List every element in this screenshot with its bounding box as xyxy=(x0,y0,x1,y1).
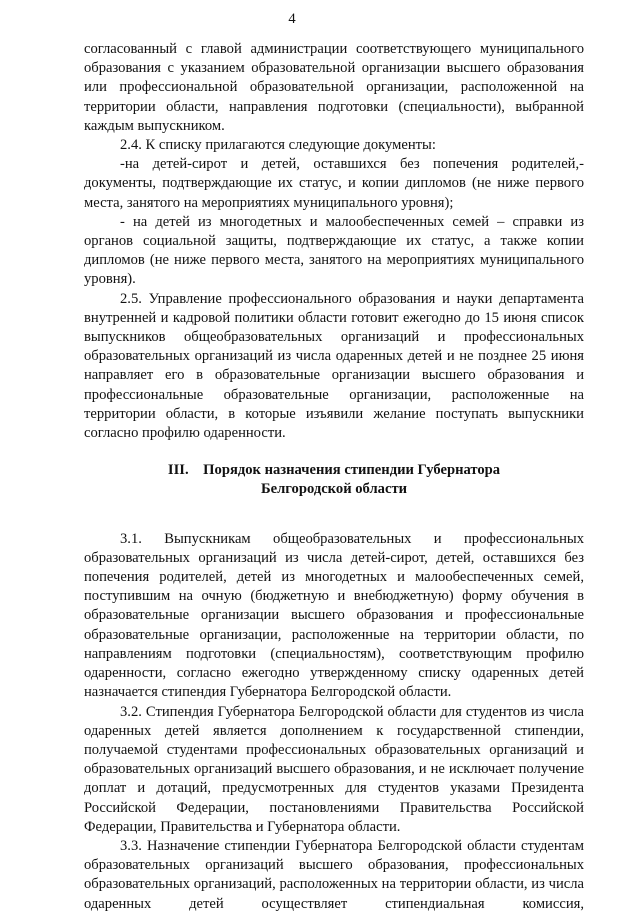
paragraph-2-4: 2.4. К списку прилагаются следующие документы: xyxy=(120,137,436,154)
section-heading xyxy=(84,461,584,499)
paragraph-2-5: 2.5. Управление профессионального образования и науки департамента внутренней и кадровой политики области готовит ежегодно до 15 июня список выпускников общеобразовательных организаций и профессиональных образовательных организаций из числа одаренных детей и не позднее 25 июня направляет его в образовательные организации высшего образования и профессиональные образовательные организации, расположенные на территории области, в которые изъявили желание поступать выпускники согласно профилю одаренности. xyxy=(84,290,584,442)
page-number: 4 xyxy=(288,11,296,27)
document-body xyxy=(84,40,584,914)
paragraph-orphans-docs: -на детей-сирот и детей, оставшихся без попечения родителей,- документы, подтверждающие их статус, и копии дипломов (не ниже первого места, занятого на мероприятиях муниципального уровня); xyxy=(84,156,584,211)
paragraph-3-2: 3.2. Стипендия Губернатора Белгородской области для студентов из числа одаренных детей является дополнением к государственной стипендии, получаемой студентами профессиональных образовательных организаций и образовательных организаций высшего образования, и не исключает получение доплат и дотаций, предусмотренных для студентов указами Президента Российской Федерации, постановлениями Правительства Российской Федерации, Правительства и Губернатора области. xyxy=(84,703,584,835)
paragraph-continuation: согласованный с главой администрации соответствующего муниципального образования с указанием образовательной организации высшего образования или профессиональной образовательной организации, расположенной на территории области, направления подготовки (специальности), выбранной каждым выпускником. xyxy=(84,41,584,134)
section-heading-line-2: Белгородской области xyxy=(260,481,408,498)
paragraph-large-families-docs: - на детей из многодетных и малообеспеченных семей – справки из органов социальной защиты, подтверждающие их статус, а также копии дипломов (не ниже первого места, занятого на мероприятиях муниципального уровня). xyxy=(84,213,584,288)
section-heading-line-1: III. Порядок назначения стипендии Губернатора xyxy=(167,462,501,479)
paragraph-3-3: 3.3. Назначение стипендии Губернатора Белгородской области студентам образовательных организаций высшего образования, профессиональных образовательных организаций, расположенных на территории области, из числа одаренных детей осуществляет стипендиальная комиссия, xyxy=(84,837,584,912)
paragraph-3-1: 3.1. Выпускникам общеобразовательных и профессиональных образовательных организаций из числа детей-сирот, детей, оставшихся без попечения родителей, детей из многодетных и малообеспеченных семей, поступившим на очную (бюджетную и внебюджетную) форму обучения в образовательные организации высшего образования и профессиональные образовательные организации, расположенные на территории области, по направлениям подготовки (специальностям), соответствующим профилю одаренности, согласно ежегодно утвержденному списку одаренных детей назначается стипендия Губернатора Белгородской области. xyxy=(84,530,584,701)
